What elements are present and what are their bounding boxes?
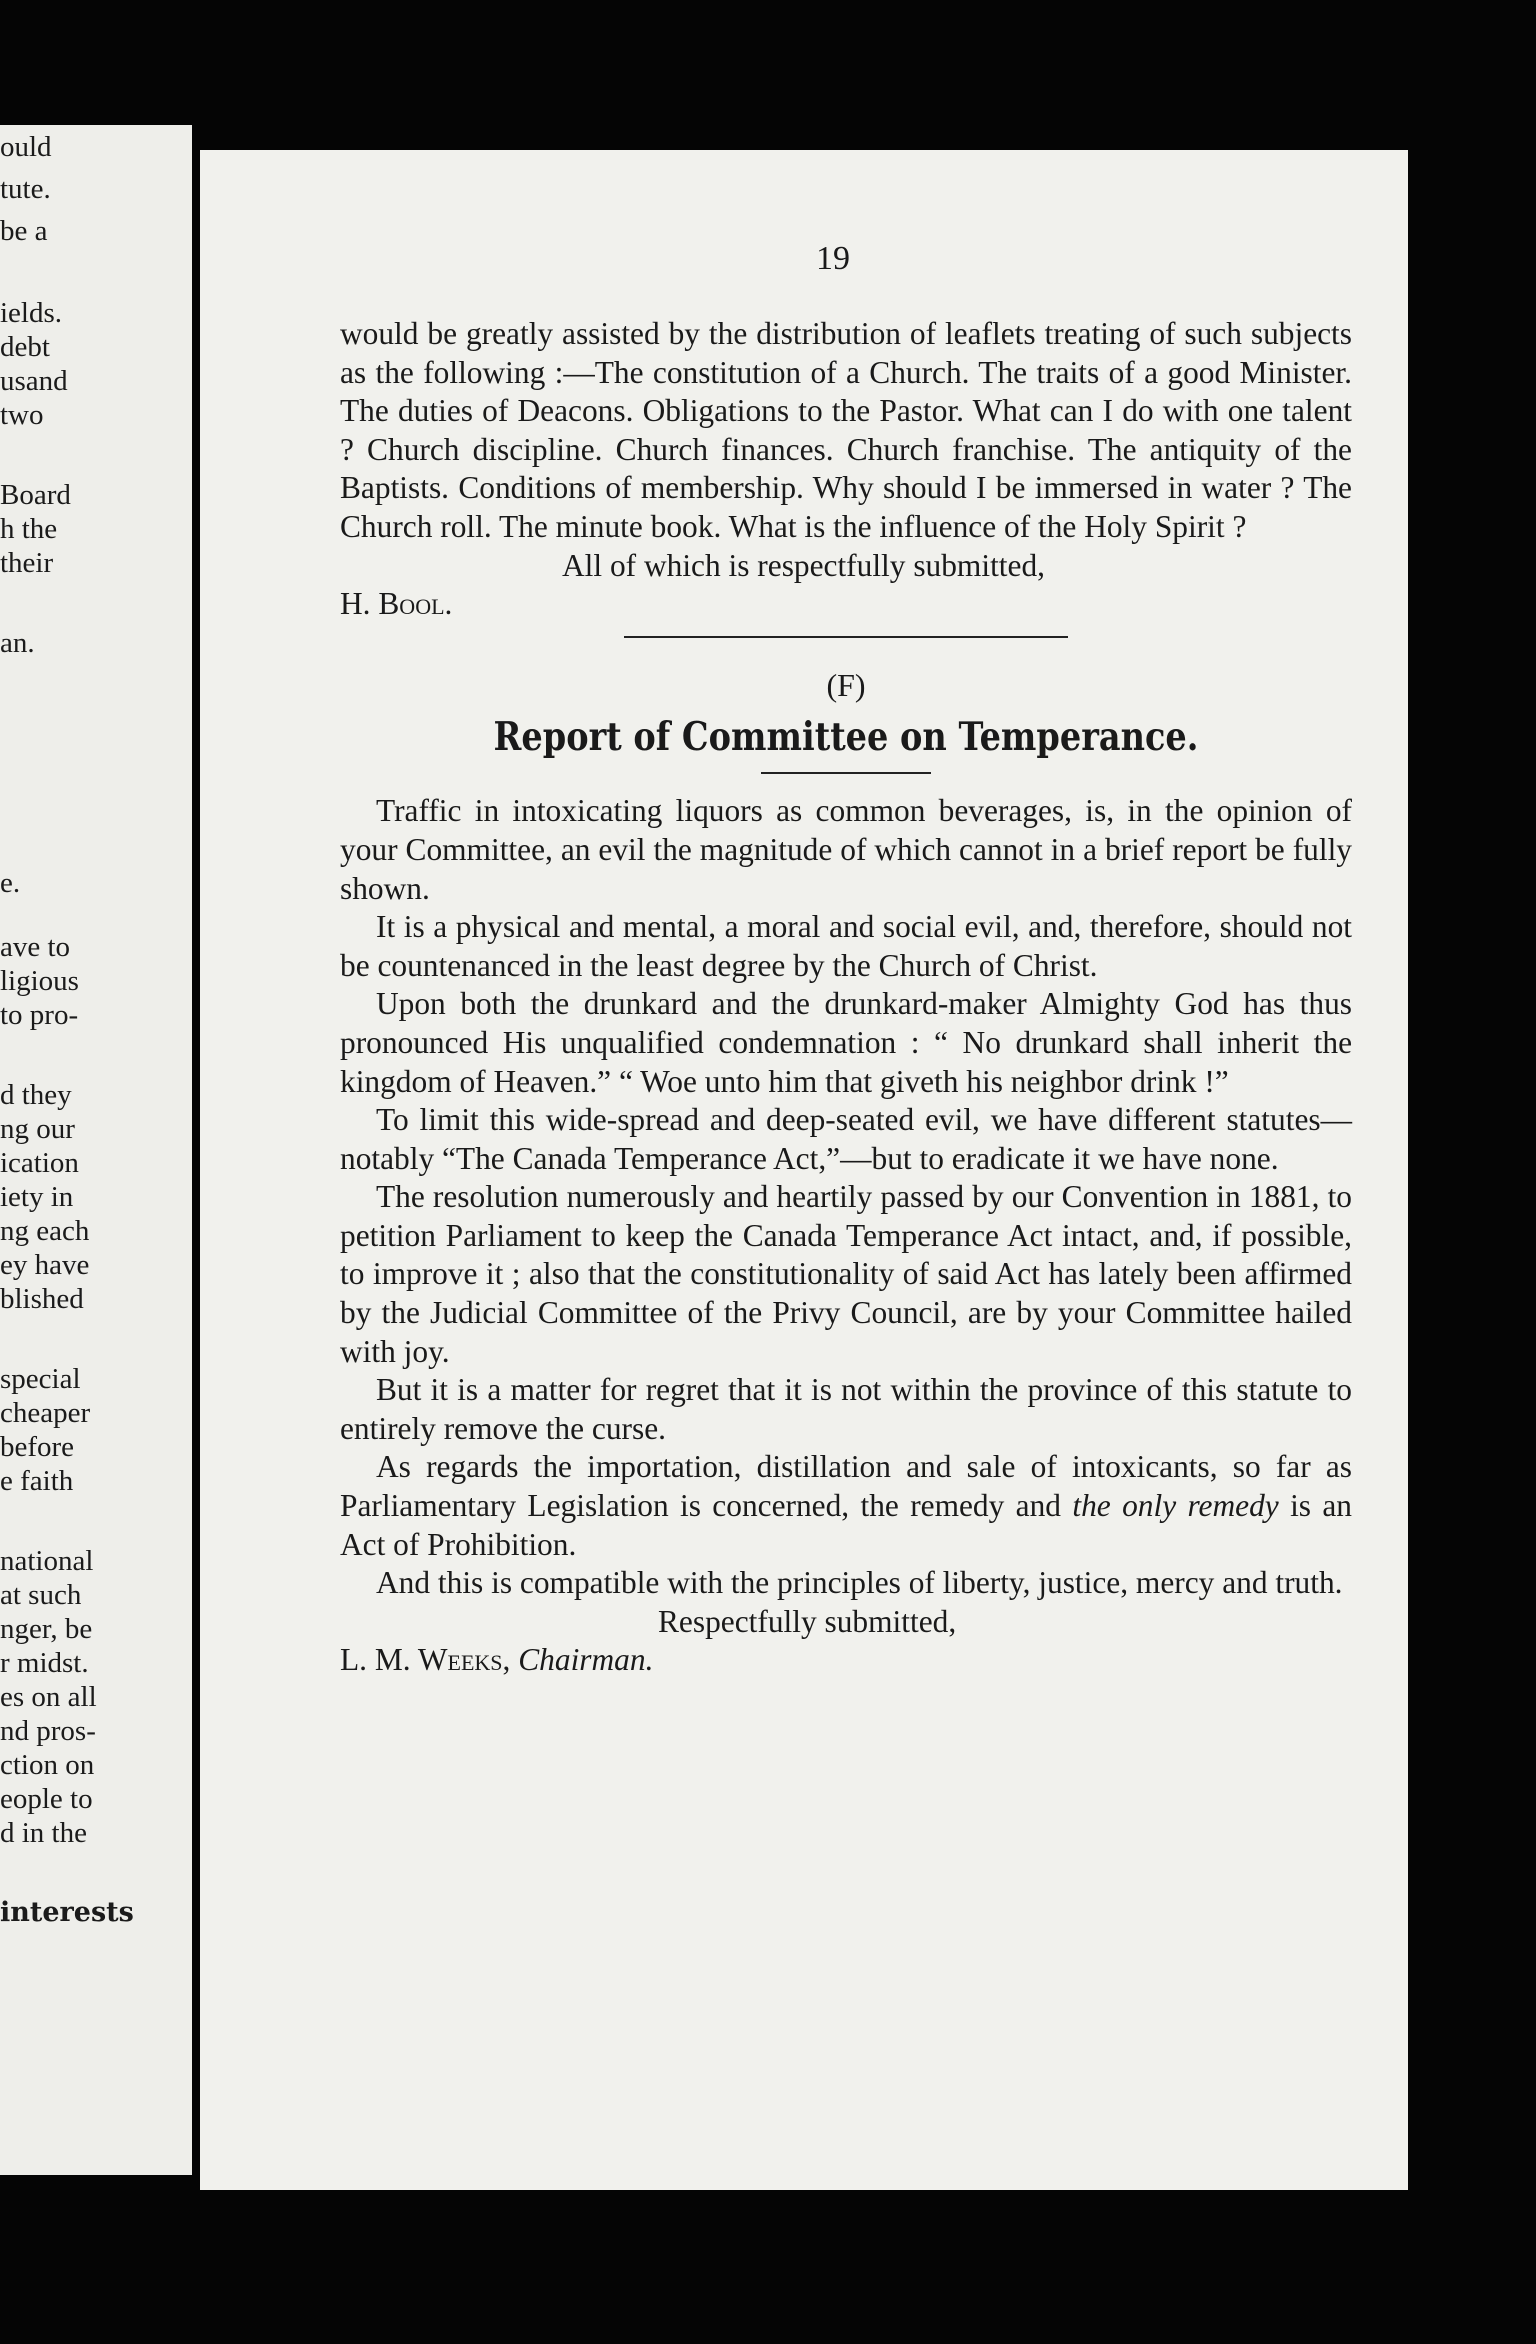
left-page-line: eople to bbox=[0, 1783, 93, 1815]
left-page-line: ng our bbox=[0, 1113, 75, 1145]
section-id: (F) bbox=[826, 666, 866, 703]
paragraph: Traffic in intoxicating liquors as common beverages, is, in the opinion of your Committee, an evil the magnitude of which cannot in a brief report be fully shown. bbox=[340, 793, 1352, 906]
document-page bbox=[200, 150, 1408, 2190]
left-page-line: ould bbox=[0, 131, 52, 163]
paragraph: To limit this wide-spread and deep-seated evil, we have different statutes—notably “The Canada Temperance Act,”—but to eradicate it we have none. bbox=[340, 1102, 1352, 1176]
left-page-line: es on all bbox=[0, 1681, 97, 1713]
left-page-line: an. bbox=[0, 627, 35, 659]
left-page-line: interests bbox=[0, 1897, 134, 1928]
signature-weeks bbox=[340, 1641, 1352, 1680]
paragraph: It is a physical and mental, a moral and social evil, and, therefore, should not be countenanced in the least degree by the Church of Christ. bbox=[340, 909, 1352, 983]
remedy-text-before: As regards the importation, distillation and sale of intoxicants, so far as Parliamentary Legislation is concerned, the remedy and bbox=[340, 1449, 1352, 1524]
left-page-line: ave to bbox=[0, 931, 71, 963]
paragraph: But it is a matter for regret that it is not within the province of this statute to entirely remove the curse. bbox=[340, 1372, 1352, 1446]
paragraph-remedy bbox=[340, 1448, 1352, 1564]
page-body bbox=[340, 315, 1352, 1680]
remedy-text-after: is an Act of Prohibition. bbox=[340, 1488, 1353, 1562]
left-page-line: blished bbox=[0, 1283, 84, 1315]
left-page-line: d in the bbox=[0, 1817, 87, 1849]
left-page-line: h the bbox=[0, 513, 58, 545]
remedy-emphasis: the only remedy bbox=[1072, 1488, 1279, 1524]
left-page-line: national bbox=[0, 1545, 94, 1577]
left-page-line: two bbox=[0, 399, 44, 431]
signatory-name: L. M. Weeks, bbox=[340, 1642, 511, 1678]
left-page-line: cheaper bbox=[0, 1397, 91, 1429]
left-page-line: ey have bbox=[0, 1249, 90, 1281]
signature-h-bool: H. Bool. bbox=[340, 586, 453, 622]
left-page-line: to pro- bbox=[0, 999, 79, 1031]
left-page-fragment bbox=[0, 125, 192, 2175]
section-divider bbox=[624, 636, 1068, 638]
left-page-line: tute. bbox=[0, 173, 51, 205]
left-page-line: ields. bbox=[0, 297, 63, 329]
left-page-line: ction on bbox=[0, 1749, 95, 1781]
left-page-line: nd pros- bbox=[0, 1715, 96, 1747]
paragraph: The resolution numerously and heartily passed by our Convention in 1881, to petition Parliament to keep the Canada Temperance Act intact, and, if possible, to improve it ; also that the constitutionality of said Act has lately been affirmed by the Judicial Committee of the Privy Council, are by your Committee hailed with joy. bbox=[340, 1179, 1352, 1369]
left-page-line: ication bbox=[0, 1147, 79, 1179]
signatory-role: Chairman. bbox=[518, 1642, 654, 1678]
left-page-line: their bbox=[0, 547, 54, 579]
left-page-line: iety in bbox=[0, 1181, 74, 1213]
left-page-line: at such bbox=[0, 1579, 82, 1611]
left-page-line: be a bbox=[0, 215, 48, 247]
paragraph: Upon both the drunkard and the drunkard-maker Almighty God has thus pronounced His unqualified condemnation : “ No drunkard shall inherit the kingdom of Heaven.” “ Woe unto him that giveth his neighbor drink !” bbox=[340, 986, 1352, 1099]
left-page-line: ng each bbox=[0, 1215, 90, 1247]
continuation-paragraph: would be greatly assisted by the distribution of leaflets treating of such subjects as the following :—The constitution of a Church. The traits of a good Minister. The duties of Deacons. Obligations to the Pastor. What can I do with one talent ? Church discipline. Church finances. Church franchise. The antiquity of the Baptists. Conditions of membership. Why should I be immersed in water ? The Church roll. The minute book. What is the influence of the Holy Spirit ? bbox=[340, 316, 1352, 544]
left-page-line: e. bbox=[0, 867, 21, 899]
left-page-line: ligious bbox=[0, 965, 79, 997]
page-number: 19 bbox=[816, 240, 850, 277]
paragraph: And this is compatible with the principles of liberty, justice, mercy and truth. bbox=[376, 1565, 1343, 1601]
left-page-line: d they bbox=[0, 1079, 72, 1111]
closing-line: All of which is respectfully submitted, bbox=[562, 547, 1045, 583]
left-page-line: r midst. bbox=[0, 1647, 89, 1679]
left-page-line: Board bbox=[0, 479, 71, 511]
heading-underline bbox=[761, 772, 931, 774]
section-heading: Report of Committee on Temperance. bbox=[493, 714, 1199, 761]
left-page-line: before bbox=[0, 1431, 75, 1463]
left-page-line: special bbox=[0, 1363, 81, 1395]
left-page-line: nger, be bbox=[0, 1613, 93, 1645]
left-page-line: debt bbox=[0, 331, 50, 363]
left-page-line: e faith bbox=[0, 1465, 74, 1497]
left-page-line: usand bbox=[0, 365, 68, 397]
closing-line-2: Respectfully submitted, bbox=[658, 1603, 957, 1639]
